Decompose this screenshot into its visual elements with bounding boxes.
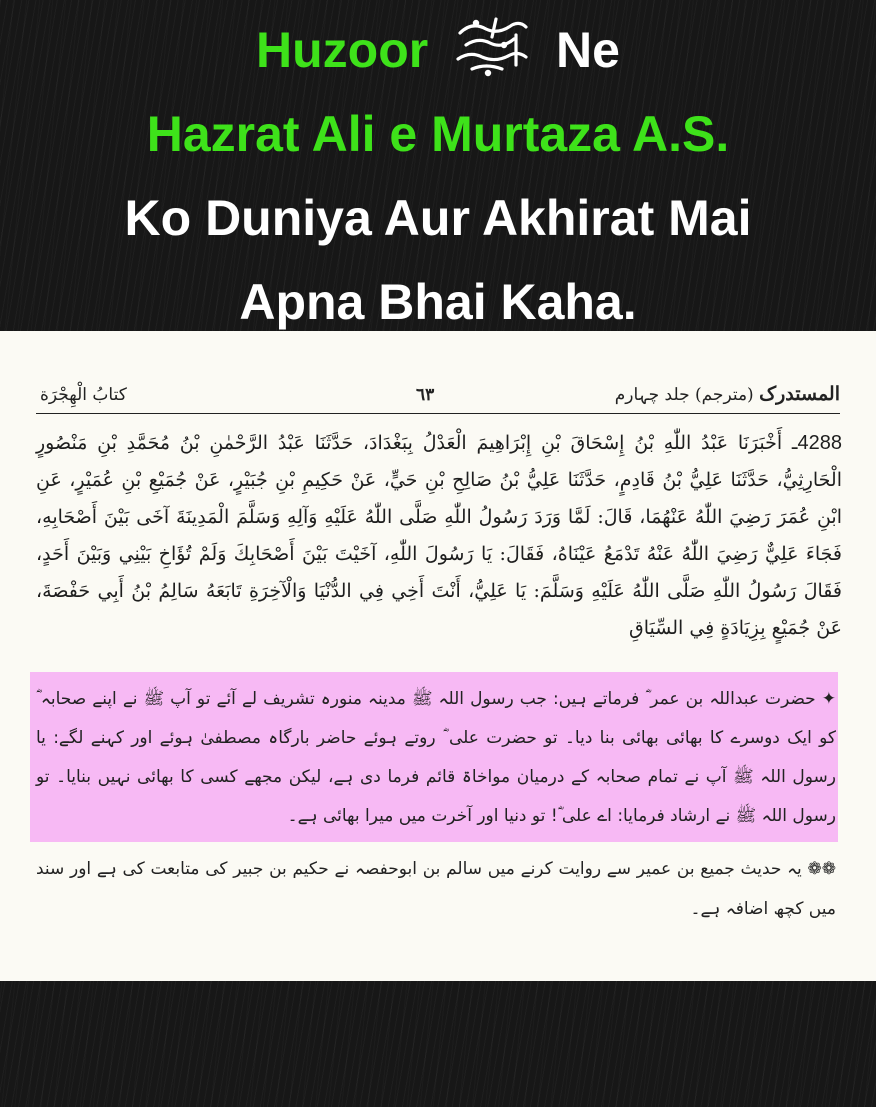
- title-word-ne: Ne: [556, 22, 620, 78]
- header-book-title: [615, 383, 840, 405]
- hadith-number: 4288: [797, 432, 842, 454]
- title-line-3: Ko Duniya Aur Akhirat Mai: [124, 190, 752, 246]
- urdu-note: [36, 849, 836, 929]
- header-volume: (مترجم) جلد چہارم: [614, 385, 754, 405]
- header-chapter: كتابُ الْهِجْرَة: [40, 385, 127, 405]
- star-marker-icon: ✦: [821, 689, 837, 709]
- urdu-translation-text: حضرت عبداللہ بن عمر ؓ فرماتے ہیں: جب رسول اللہ ﷺ مدینہ منورہ تشریف لے آئے تو آپ ﷺ نے اپنے صحابہ ؓ کو ایک دوسرے کا بھائی بھائی بنا دیا۔ تو حضرت علی ؓ روتے ہوئے حاضر بارگاہ مصطفیٰ ہوئے اور کہنے لگے: یا رسول اللہ ﷺ آپ نے تمام صحابہ کے درمیان مواخاۃ قائم فرما دی ہے، لیکن مجھے کسی کا بھائی نہیں بنایا۔ تو رسول اللہ ﷺ نے ارشاد فرمایا: اے علی ؓ! تو دنیا اور آخرت میں میرا بھائی ہے۔: [36, 689, 836, 826]
- page-header: [36, 383, 840, 414]
- title-line-2: Hazrat Ali e Murtaza A.S.: [146, 106, 730, 162]
- arabic-body: ـ أَخْبَرَنَا عَبْدُ اللّٰهِ بْنُ إِسْحَاقَ بْنِ إِبْرَاهِيمَ الْعَدْلُ بِبَغْدَادَ، حَدَّثَنَا عَبْدُ الرَّحْمٰنِ بْنُ مُحَمَّدِ بْنِ مَنْصُورٍ الْحَارِثِيُّ، حَدَّثَنَا عَلِيُّ بْنُ قَادِمٍ، حَدَّثَنَا عَلِيُّ بْنُ صَالِحِ بْنِ حَيٍّ، عَنْ حَكِيمِ بْنِ جُبَيْرٍ، عَنْ جُمَيْعِ بْنِ عُمَيْرٍ، عَنِ ابْنِ عُمَرَ رَضِيَ اللّٰهُ عَنْهُمَا، قَالَ: لَمَّا وَرَدَ رَسُولُ اللّٰهِ صَلَّى اللّٰهُ عَلَيْهِ وَآلِهِ وَسَلَّمَ الْمَدِينَةَ آخَى بَيْنَ أَصْحَابِهِ، فَجَاءَ عَلِيٌّ رَضِيَ اللّٰهُ عَنْهُ تَدْمَعُ عَيْنَاهُ، فَقَالَ: يَا رَسُولَ اللّٰهِ، آخَيْتَ بَيْنَ أَصْحَابِكَ وَلَمْ تُؤَاخِ بَيْنِي وَبَيْنَ أَحَدٍ، فَقَالَ رَسُولُ اللّٰهِ صَلَّى اللّٰهُ عَلَيْهِ وَسَلَّمَ: يَا عَلِيُّ، أَنْتَ أَخِي فِي الدُّنْيَا وَالْآخِرَةِ تَابَعَهُ سَالِمُ بْنُ أَبِي حَفْصَةَ، عَنْ جُمَيْعٍ بِزِيَادَةٍ فِي السِّيَاقِ: [36, 432, 842, 639]
- title-word-huzoor: Huzoor: [256, 22, 429, 78]
- header-book-name: المستدرک: [759, 383, 840, 405]
- salawat-calligraphy-icon: [452, 15, 532, 77]
- urdu-note-text: یہ حدیث جمیع بن عمیر سے روایت کرنے میں سالم بن ابوحفصہ نے حکیم بن جبیر کی متابعت کی ہے اور سند میں کچھ اضافہ ہے۔: [36, 859, 836, 919]
- flower-marker-icon: ❁❁: [807, 859, 836, 879]
- urdu-translation: [36, 680, 836, 836]
- header-page-number: ٦٣: [416, 385, 435, 405]
- title-line-4: Apna Bhai Kaha.: [239, 274, 637, 330]
- book-page: [0, 331, 876, 981]
- title-block: [0, 8, 876, 344]
- arabic-hadith-text: [36, 425, 842, 647]
- title-line-1: [0, 8, 876, 92]
